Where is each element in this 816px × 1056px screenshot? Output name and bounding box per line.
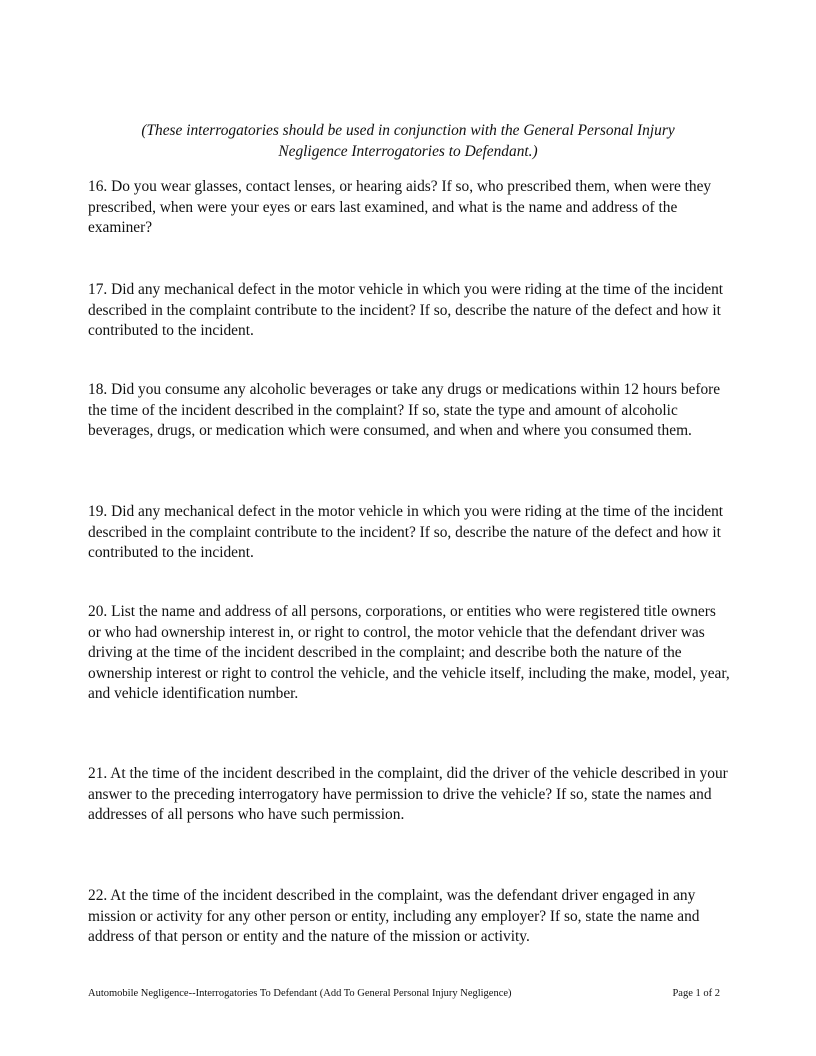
interrogatory-17: 17. Did any mechanical defect in the motor vehicle in which you were riding at the time of the incident described in the complaint contribute to the incident? If so, describe the nature of the defect and how it contributed to the incident.: [88, 281, 724, 339]
interrogatory-16: 16. Do you wear glasses, contact lenses, or hearing aids? If so, who prescribed them, when were they prescribed, when were your eyes or ears last examined, and what is the name and address of the examiner?: [88, 178, 712, 236]
interrogatory-20: 20. List the name and address of all persons, corporations, or entities who were registered title owners or who had ownership interest in, or right to control, the motor vehicle that the defendant driver was driving at the time of the incident described in the complaint; and describe both the nature of the ownership interest or right to control the vehicle, and the vehicle itself, including the make, model, year, and vehicle identification number.: [88, 603, 730, 702]
footer-title: Automobile Negligence--Interrogatories To Defendant (Add To General Personal Injury Negligence): [88, 988, 512, 999]
intro-note: (These interrogatories should be used in conjunction with the General Personal Injury Negligence Interrogatories to Defendant.): [141, 122, 675, 160]
page-number: Page 1 of 2: [672, 988, 720, 999]
interrogatory-22: 22. At the time of the incident described in the complaint, was the defendant driver engaged in any mission or activity for any other person or entity, including any employer? If so, state the name and address of that person or entity and the nature of the mission or activity.: [88, 887, 700, 945]
interrogatory-19: 19. Did any mechanical defect in the motor vehicle in which you were riding at the time of the incident described in the complaint contribute to the incident? If so, describe the nature of the defect and how it contributed to the incident.: [88, 503, 724, 561]
interrogatory-21: 21. At the time of the incident described in the complaint, did the driver of the vehicle described in your answer to the preceding interrogatory have permission to drive the vehicle? If so, state the names and addresses of all persons who have such permission.: [88, 765, 728, 823]
interrogatory-18: 18. Did you consume any alcoholic beverages or take any drugs or medications within 12 hours before the time of the incident described in the complaint? If so, state the type and amount of alcoholic beverages, drugs, or medication which were consumed, and when and where you consumed them.: [88, 381, 721, 439]
